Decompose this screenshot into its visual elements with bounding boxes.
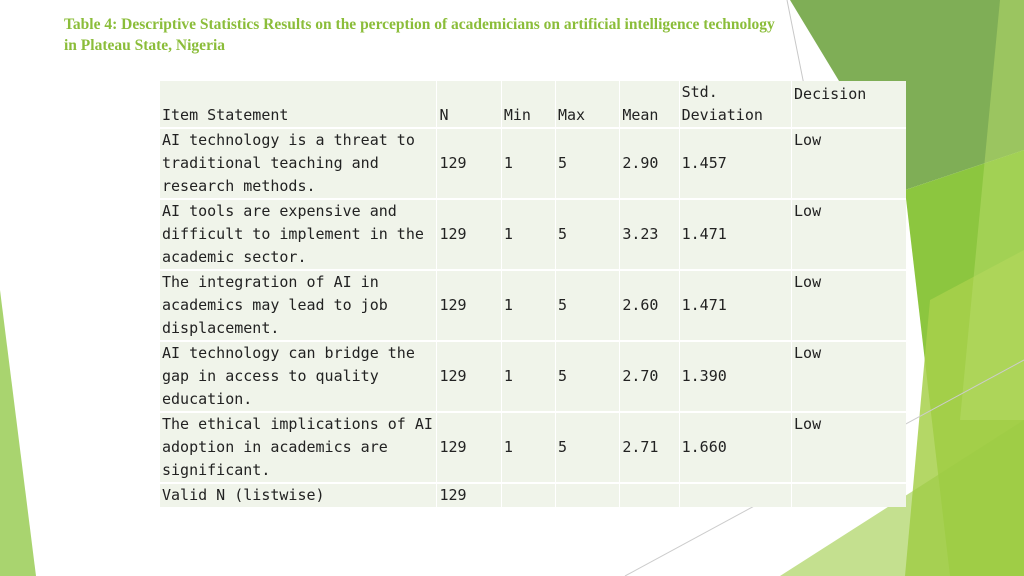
min-cell: 1: [501, 412, 555, 483]
mean-cell: 2.60: [620, 270, 679, 341]
n-cell: 129: [437, 128, 501, 199]
std-deviation-cell: 1.471: [679, 270, 791, 341]
min-cell: 1: [501, 199, 555, 270]
decision-cell: Low: [792, 128, 906, 199]
header-max: Max: [555, 81, 619, 128]
empty-cell: [501, 483, 555, 507]
header-item-statement: Item Statement: [160, 81, 437, 128]
n-cell: 129: [437, 341, 501, 412]
item-statement-cell: AI technology can bridge the gap in access to quality education.: [160, 341, 437, 412]
valid-n-label: Valid N (listwise): [160, 483, 437, 507]
decision-cell: Low: [792, 412, 906, 483]
max-cell: 5: [555, 270, 619, 341]
min-cell: 1: [501, 341, 555, 412]
table-row: [160, 199, 906, 270]
table-footer-row: [160, 483, 906, 507]
empty-cell: [620, 483, 679, 507]
statistics-table-grid: [160, 81, 906, 507]
empty-cell: [679, 483, 791, 507]
table-header-row: [160, 81, 906, 128]
max-cell: 5: [555, 199, 619, 270]
n-cell: 129: [437, 199, 501, 270]
statistics-table: [160, 81, 906, 507]
header-mean: Mean: [620, 81, 679, 128]
header-n: N: [437, 81, 501, 128]
header-std-deviation: Std. Deviation: [679, 81, 791, 128]
std-deviation-cell: 1.660: [679, 412, 791, 483]
decision-cell: Low: [792, 341, 906, 412]
header-decision: Decision: [792, 81, 906, 128]
max-cell: 5: [555, 412, 619, 483]
empty-cell: [792, 483, 906, 507]
std-deviation-cell: 1.390: [679, 341, 791, 412]
item-statement-cell: The integration of AI in academics may lead to job displacement.: [160, 270, 437, 341]
decision-cell: Low: [792, 199, 906, 270]
min-cell: 1: [501, 270, 555, 341]
slide-title: Table 4: Descriptive Statistics Results on the perception of academicians on artificial intelligence technology in Plateau State, Nigeria: [64, 16, 775, 54]
std-deviation-cell: 1.457: [679, 128, 791, 199]
mean-cell: 3.23: [620, 199, 679, 270]
table-row: [160, 412, 906, 483]
max-cell: 5: [555, 128, 619, 199]
left-green-sliver: [0, 290, 36, 576]
min-cell: 1: [501, 128, 555, 199]
n-cell: 129: [437, 412, 501, 483]
mean-cell: 2.70: [620, 341, 679, 412]
item-statement-cell: The ethical implications of AI adoption in academics are significant.: [160, 412, 437, 483]
empty-cell: [555, 483, 619, 507]
mean-cell: 2.71: [620, 412, 679, 483]
item-statement-cell: AI technology is a threat to traditional teaching and research methods.: [160, 128, 437, 199]
std-deviation-cell: 1.471: [679, 199, 791, 270]
header-min: Min: [501, 81, 555, 128]
n-cell: 129: [437, 270, 501, 341]
table-row: [160, 270, 906, 341]
valid-n-value: 129: [437, 483, 501, 507]
decision-cell: Low: [792, 270, 906, 341]
item-statement-cell: AI tools are expensive and difficult to implement in the academic sector.: [160, 199, 437, 270]
table-row: [160, 341, 906, 412]
max-cell: 5: [555, 341, 619, 412]
mean-cell: 2.90: [620, 128, 679, 199]
table-row: [160, 128, 906, 199]
